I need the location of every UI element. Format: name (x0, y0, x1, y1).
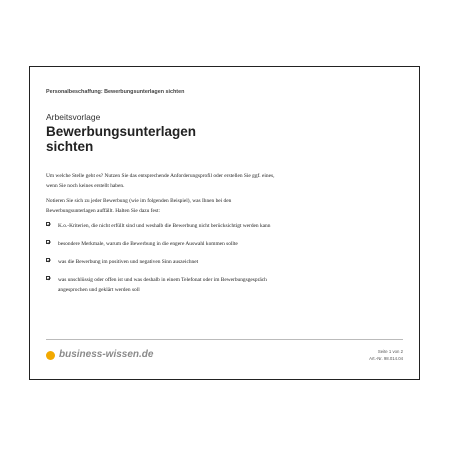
checklist-item (46, 257, 276, 267)
article-number: Art.-Nr. 98.014.04 (369, 356, 403, 361)
document-body (46, 171, 276, 303)
logo-dot-icon (46, 351, 55, 360)
page-number: Seite 1 von 2 (377, 349, 403, 354)
checklist-item (46, 239, 276, 249)
checklist-item-text: was unschlüssig oder offen ist und was deshalb in einem Telefonat oder im Bewerbungsgespräch angesprochen und geklärt werden soll (58, 277, 267, 293)
checklist-item-text: was die Bewerbung im positiven und negativen Sinn auszeichnet (58, 259, 199, 265)
checklist (46, 221, 276, 295)
checked-checkbox-icon (46, 222, 50, 226)
intro-paragraph: Um welche Stelle geht es? Nutzen Sie das entsprechende Anforderungsprofil oder erstellen Sie ggf. eines, wenn Sie noch keines erstellt haben. (46, 173, 275, 189)
checklist-item-text: besondere Merkmale, warum die Bewerbung in die engere Auswahl kommen sollte (58, 241, 238, 247)
intro-paragraph: Notieren Sie sich zu jeder Bewerbung (wie im folgenden Beispiel), was Ihnen bei den Bewerbungsunterlagen auffällt. Halten Sie dazu fest: (46, 198, 232, 214)
checked-checkbox-icon (46, 240, 50, 244)
breadcrumb: Personalbeschaffung: Bewerbungsunterlagen sichten (46, 89, 185, 95)
footer-divider (46, 339, 403, 340)
document-kicker: Arbeitsvorlage (46, 112, 101, 122)
checklist-item-text: K.o.-Kriterien, die nicht erfüllt sind und weshalb die Bewerbung nicht berücksichtigt werden kann (58, 223, 271, 229)
page-title: Bewerbungsunterlagen sichten (46, 124, 197, 154)
checklist-item (46, 221, 276, 231)
checked-checkbox-icon (46, 276, 50, 280)
page-info (369, 348, 403, 362)
document-page (29, 66, 420, 380)
checklist-item (46, 275, 276, 295)
checked-checkbox-icon (46, 258, 50, 262)
logo: business-wissen.de (59, 349, 154, 360)
